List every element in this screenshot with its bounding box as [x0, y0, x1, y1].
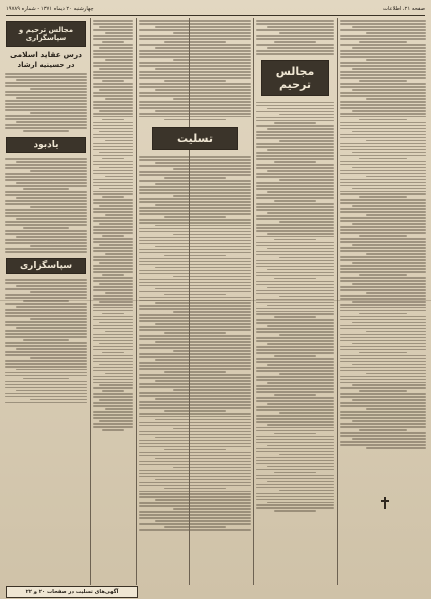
condolence-column — [138, 18, 252, 585]
paper-fold — [0, 300, 431, 301]
thanks-section-title: سپاسگزاری — [6, 258, 86, 274]
ceremonies-section-title: مجالس ترحیم — [261, 60, 329, 96]
lecture-venue: در حسینیه ارشاد — [17, 61, 75, 69]
text-block — [4, 156, 88, 255]
lecture-heading: درس عقاید اسلامی — [9, 50, 83, 59]
page-number-label: صفحه ۲۱، اطلاعات — [383, 6, 425, 12]
memorial-section-title: یادبود — [6, 137, 86, 153]
footer-note: آگهی‌های تسلیت در صفحات ۲۰ و ۲۲ — [6, 586, 138, 598]
text-block — [4, 277, 88, 406]
page-header — [6, 3, 425, 16]
column-rule — [253, 18, 254, 585]
column-2 — [92, 18, 134, 585]
mourning-section-title: مجالس ترحیم و سپاسگزاری — [6, 21, 86, 47]
left-column — [4, 18, 88, 585]
text-block — [339, 18, 427, 451]
text-block — [255, 99, 335, 514]
cross-icon — [380, 497, 390, 509]
column-rule — [136, 18, 137, 585]
column-rule — [90, 18, 91, 585]
column-rule — [337, 18, 338, 585]
text-block — [92, 18, 134, 433]
issue-date-label: چهارشنبه ۲۰ دیماه ۱۳۷۱ - شماره ۱۹۷۸۹ — [6, 6, 94, 12]
text-block — [138, 18, 252, 123]
text-block — [138, 154, 252, 533]
condolence-section-title: تسلیت — [152, 127, 238, 150]
text-block — [255, 18, 335, 57]
mourning-ceremonies-column — [255, 18, 335, 585]
text-block — [4, 71, 88, 134]
